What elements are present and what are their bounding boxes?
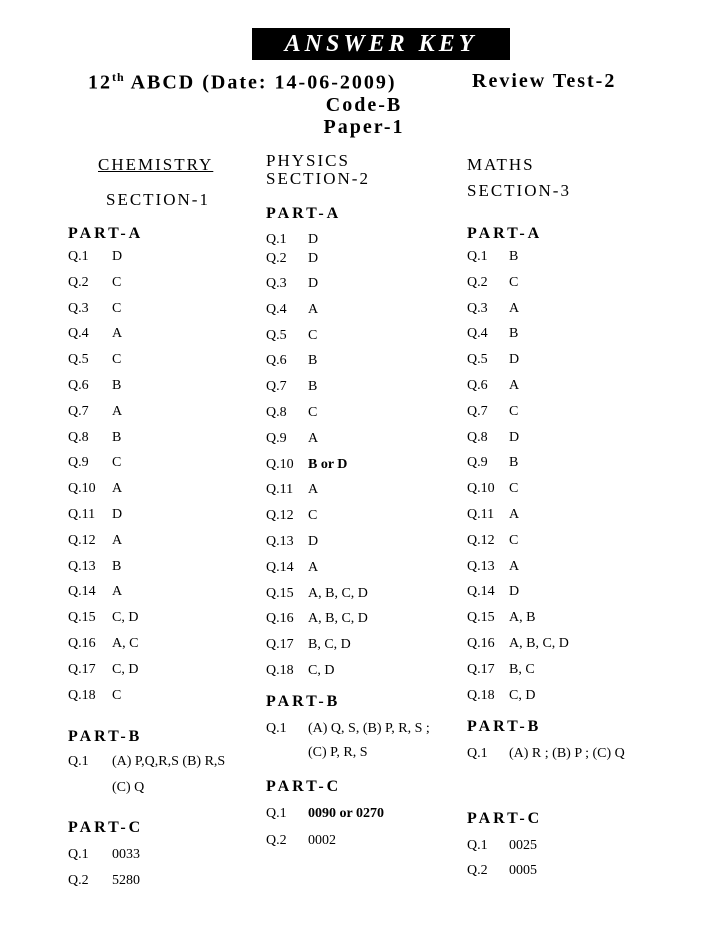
question-number: Q.10: [68, 481, 96, 496]
answer-row: [467, 430, 667, 448]
answer-row: [68, 688, 268, 706]
answer-value: D: [509, 352, 520, 367]
answer-row: [68, 481, 268, 499]
answer-row: [266, 611, 466, 629]
question-number: Q.13: [266, 534, 294, 549]
answer-row: [68, 847, 268, 865]
question-number: Q.14: [467, 584, 495, 599]
question-number: Q.18: [68, 688, 96, 703]
question-number: Q.2: [467, 275, 488, 290]
answer-row: [467, 455, 667, 473]
answer-value: C: [509, 533, 519, 548]
question-number: Q.12: [68, 533, 96, 548]
answer-value: (C) Q: [112, 780, 145, 795]
answer-row: [266, 508, 466, 526]
chemistry-part-b-title: PART-B: [68, 728, 143, 745]
answer-value: C, D: [112, 662, 139, 677]
answer-row: [266, 560, 466, 578]
question-number: Q.4: [266, 302, 287, 317]
answer-value: B: [509, 455, 519, 470]
answer-value: A: [112, 326, 123, 341]
physics-section: SECTION-2: [266, 169, 370, 188]
answer-row: [68, 404, 268, 422]
answer-value: C: [112, 301, 122, 316]
answer-value: A: [308, 431, 319, 446]
answer-row: [467, 507, 667, 525]
answer-row: [68, 455, 268, 473]
answer-row: [68, 780, 268, 798]
answer-row: [467, 636, 667, 654]
answer-value: D: [509, 584, 520, 599]
question-number: Q.10: [467, 481, 495, 496]
maths-part-a-title: PART-A: [467, 225, 543, 242]
answer-value: 0025: [509, 838, 537, 853]
physics-part-b-title: PART-B: [266, 693, 341, 710]
answer-row: [68, 352, 268, 370]
answer-value: 0002: [308, 833, 336, 848]
question-number: Q.6: [467, 378, 488, 393]
answer-value: A: [112, 584, 123, 599]
answer-key-banner: ANSWER KEY: [252, 28, 510, 60]
answer-value: 0005: [509, 863, 537, 878]
answer-row: [467, 610, 667, 628]
answer-value: D: [509, 430, 520, 445]
chemistry-section: SECTION-1: [106, 190, 210, 209]
answer-value: C: [308, 508, 318, 523]
question-number: Q.10: [266, 457, 294, 472]
answer-row: [266, 251, 466, 269]
answer-row: [68, 378, 268, 396]
answer-value: B, C: [509, 662, 535, 677]
question-number: Q.2: [266, 251, 287, 266]
question-number: Q.18: [467, 688, 495, 703]
question-number: Q.1: [266, 232, 287, 247]
answer-value: C: [509, 481, 519, 496]
question-number: Q.12: [266, 508, 294, 523]
chemistry-part-c-title: PART-C: [68, 819, 144, 836]
question-number: Q.11: [467, 507, 495, 522]
answer-row: [467, 326, 667, 344]
answer-value: C: [112, 688, 122, 703]
answer-value: 0033: [112, 847, 140, 862]
answer-row: [68, 754, 268, 772]
question-number: Q.16: [467, 636, 495, 651]
question-number: Q.6: [68, 378, 89, 393]
question-number: Q.13: [467, 559, 495, 574]
answer-row: [266, 405, 466, 423]
answer-value: C: [112, 275, 122, 290]
question-number: Q.2: [266, 833, 287, 848]
answer-value: B: [509, 326, 519, 341]
question-number: Q.6: [266, 353, 287, 368]
answer-value: C, D: [308, 663, 335, 678]
chemistry-part-a-title: PART-A: [68, 225, 144, 242]
physics-title: PHYSICS: [266, 151, 350, 170]
answer-value: B: [112, 559, 122, 574]
answer-row: [467, 249, 667, 267]
question-number: Q.5: [266, 328, 287, 343]
answer-value: A, C: [112, 636, 139, 651]
question-number: Q.3: [68, 301, 89, 316]
question-number: Q.15: [266, 586, 294, 601]
answer-row: [266, 232, 466, 250]
question-number: Q.12: [467, 533, 495, 548]
question-number: Q.2: [68, 873, 89, 888]
answer-value: A: [112, 533, 123, 548]
answer-row: [266, 328, 466, 346]
answer-value: D: [112, 249, 123, 264]
question-number: Q.15: [467, 610, 495, 625]
answer-row: [68, 636, 268, 654]
answer-value: A, B, C, D: [308, 586, 368, 601]
answer-value: (A) R ; (B) P ; (C) Q: [509, 746, 625, 761]
answer-row: [467, 559, 667, 577]
answer-value: A: [308, 302, 319, 317]
answer-row: [467, 301, 667, 319]
question-number: Q.9: [68, 455, 89, 470]
answer-value: D: [308, 276, 319, 291]
answer-value: A, B, C, D: [308, 611, 368, 626]
answer-row: [68, 430, 268, 448]
answer-value: B: [112, 378, 122, 393]
question-number: Q.1: [467, 249, 488, 264]
answer-value: (C) P, R, S: [308, 745, 368, 760]
physics-part-c-title: PART-C: [266, 778, 342, 795]
question-number: Q.1: [266, 806, 287, 821]
question-number: Q.1: [68, 249, 89, 264]
answer-value: A: [308, 482, 319, 497]
question-number: Q.11: [68, 507, 96, 522]
question-number: Q.9: [467, 455, 488, 470]
answer-value: A: [308, 560, 319, 575]
question-number: Q.14: [266, 560, 294, 575]
answer-row: [266, 276, 466, 294]
answer-row: [467, 838, 667, 856]
answer-row: [266, 379, 466, 397]
answer-value: B or D: [308, 457, 348, 472]
answer-row: [68, 275, 268, 293]
question-number: Q.17: [68, 662, 96, 677]
question-number: Q.8: [266, 405, 287, 420]
answer-value: D: [308, 232, 319, 247]
answer-value: A, B, C, D: [509, 636, 569, 651]
answer-row: [467, 533, 667, 551]
question-number: Q.18: [266, 663, 294, 678]
answer-value: A: [509, 559, 520, 574]
answer-value: 5280: [112, 873, 140, 888]
answer-row: [467, 584, 667, 602]
maths-title: MATHS: [467, 155, 535, 174]
answer-row: [68, 584, 268, 602]
question-number: Q.17: [467, 662, 495, 677]
answer-row: [266, 431, 466, 449]
question-number: Q.14: [68, 584, 96, 599]
answer-row: [266, 586, 466, 604]
question-number: Q.13: [68, 559, 96, 574]
answer-row: [266, 353, 466, 371]
chemistry-title: CHEMISTRY: [98, 155, 214, 174]
answer-row: [467, 481, 667, 499]
answer-value: C: [509, 404, 519, 419]
question-number: Q.8: [467, 430, 488, 445]
question-number: Q.8: [68, 430, 89, 445]
question-number: Q.1: [467, 746, 488, 761]
question-number: Q.3: [467, 301, 488, 316]
question-number: Q.1: [266, 721, 287, 736]
answer-row: [467, 352, 667, 370]
answer-value: C: [112, 455, 122, 470]
answer-row: [266, 302, 466, 320]
answer-value: (A) P,Q,R,S (B) R,S: [112, 754, 226, 769]
answer-row: [68, 559, 268, 577]
question-number: Q.5: [467, 352, 488, 367]
paper-code: Code-B: [325, 94, 403, 116]
answer-row: [467, 688, 667, 706]
question-number: Q.7: [68, 404, 89, 419]
answer-row: [467, 378, 667, 396]
answer-row: [68, 301, 268, 319]
maths-part-c-title: PART-C: [467, 810, 543, 827]
physics-part-a-title: PART-A: [266, 205, 342, 222]
answer-value: D: [112, 507, 123, 522]
answer-row: [68, 249, 268, 267]
question-number: Q.16: [266, 611, 294, 626]
question-number: Q.16: [68, 636, 96, 651]
answer-row: [68, 662, 268, 680]
answer-row: [266, 721, 466, 739]
question-number: Q.4: [68, 326, 89, 341]
answer-row: [467, 662, 667, 680]
answer-value: D: [308, 251, 319, 266]
answer-value: A: [112, 404, 123, 419]
answer-row: [68, 610, 268, 628]
question-number: Q.9: [266, 431, 287, 446]
answer-value: B: [308, 353, 318, 368]
answer-value: A: [509, 507, 520, 522]
maths-part-b-title: PART-B: [467, 718, 542, 735]
answer-value: B, C, D: [308, 637, 351, 652]
answer-value: B: [112, 430, 122, 445]
class-date-line: 12th ABCD (Date: 14-06-2009): [88, 70, 397, 94]
test-name: Review Test-2: [472, 70, 617, 92]
answer-row: [266, 637, 466, 655]
question-number: Q.7: [467, 404, 488, 419]
question-number: Q.2: [68, 275, 89, 290]
question-number: Q.4: [467, 326, 488, 341]
question-number: Q.15: [68, 610, 96, 625]
answer-row: [266, 663, 466, 681]
answer-row: [467, 746, 667, 764]
maths-section: SECTION-3: [467, 181, 571, 200]
answer-value: A: [509, 301, 520, 316]
answer-value: C: [308, 405, 318, 420]
answer-value: C, D: [509, 688, 536, 703]
answer-row: [266, 833, 466, 851]
answer-row: [266, 457, 466, 475]
question-number: Q.17: [266, 637, 294, 652]
question-number: Q.3: [266, 276, 287, 291]
answer-value: B: [308, 379, 318, 394]
answer-value: C, D: [112, 610, 139, 625]
answer-row: [68, 533, 268, 551]
paper-number: Paper-1: [323, 116, 405, 138]
answer-value: C: [308, 328, 318, 343]
answer-row: [467, 275, 667, 293]
question-number: Q.1: [467, 838, 488, 853]
answer-row: [68, 326, 268, 344]
answer-row: [266, 806, 466, 824]
question-number: Q.2: [467, 863, 488, 878]
question-number: Q.5: [68, 352, 89, 367]
answer-row: [266, 482, 466, 500]
answer-value: A, B: [509, 610, 536, 625]
answer-value: 0090 or 0270: [308, 806, 384, 821]
answer-row: [266, 534, 466, 552]
question-number: Q.11: [266, 482, 294, 497]
question-number: Q.1: [68, 847, 89, 862]
answer-row: [68, 873, 268, 891]
answer-value: (A) Q, S, (B) P, R, S ;: [308, 721, 430, 736]
question-number: Q.1: [68, 754, 89, 769]
answer-value: C: [509, 275, 519, 290]
answer-value: D: [308, 534, 319, 549]
answer-row: [68, 507, 268, 525]
answer-value: C: [112, 352, 122, 367]
question-number: Q.7: [266, 379, 287, 394]
answer-row: [467, 863, 667, 881]
answer-value: B: [509, 249, 519, 264]
answer-row: [467, 404, 667, 422]
answer-row: [266, 745, 466, 763]
answer-value: A: [112, 481, 123, 496]
answer-value: A: [509, 378, 520, 393]
